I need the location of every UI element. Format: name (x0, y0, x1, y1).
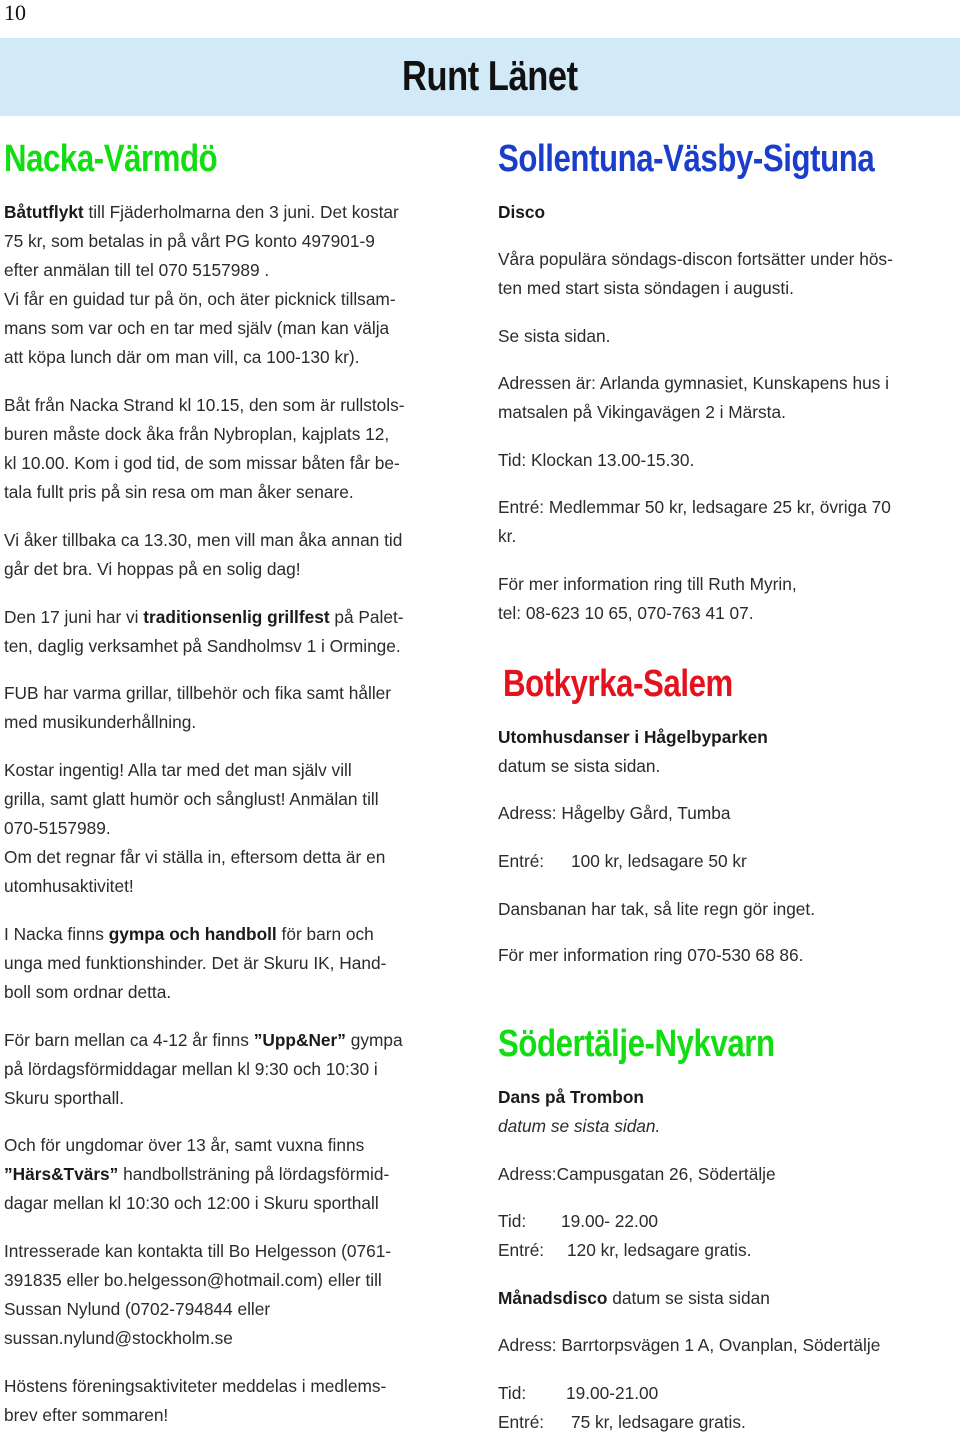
text-line (4, 1160, 389, 1189)
text: datum se sista sidan (607, 1288, 770, 1308)
value: 120 kr, ledsagare gratis. (567, 1240, 752, 1260)
text-line: För mer information ring 070-530 68 86. (498, 945, 804, 965)
bold-text: traditionsenlig grillfest (143, 607, 330, 627)
text-line: tel: 08-623 10 65, 070-763 41 07. (498, 603, 754, 623)
text-line: Om det regnar får vi ställa in, eftersom detta är en (4, 847, 386, 867)
text-line: Se sista sidan. (498, 326, 611, 346)
text-line: Vi får en guidad tur på ön, och äter picknick tillsam- (4, 289, 396, 309)
text-line: att köpa lunch där om man vill, ca 100-130 kr). (4, 347, 360, 367)
text-line (498, 1379, 746, 1408)
paragraph-boat-trip (4, 198, 399, 372)
paragraph-gympa-handboll (4, 920, 386, 1007)
label: Entré: (498, 1240, 545, 1260)
paragraph-return (4, 526, 402, 584)
text-line: Disco (498, 202, 546, 222)
text: på Palet- (329, 607, 404, 627)
bold-text: Månadsdisco (498, 1288, 608, 1308)
text: för barn och (276, 924, 374, 944)
value: 100 kr, ledsagare 50 kr (571, 851, 747, 871)
paragraph-address (498, 799, 730, 828)
text-line: datum se sista sidan. (498, 1116, 661, 1136)
text-line: dagar mellan kl 10:30 och 12:00 i Skuru sporthall (4, 1193, 379, 1213)
paragraph-note (498, 895, 815, 924)
text: handbollsträning på lördagsförmid- (118, 1164, 390, 1184)
paragraph-time (498, 446, 694, 475)
text-line (498, 1236, 751, 1265)
text-line: med musikunderhållning. (4, 712, 197, 732)
page-number: 10 (4, 0, 26, 25)
text-line: 391835 eller bo.helgesson@hotmail.com) eller till (4, 1270, 382, 1290)
paragraph-boat-departure (4, 391, 405, 507)
heading-sodertalje: Södertälje-Nykvarn (498, 1023, 775, 1065)
paragraph-time-entry (498, 1207, 751, 1265)
text-line: Vi åker tillbaka ca 13.30, men vill man åka annan tid (4, 530, 403, 550)
text-line (498, 1207, 751, 1236)
paragraph-trombon (498, 1083, 660, 1141)
text-line: ten, daglig verksamhet på Sandholmsv 1 i Orminge. (4, 636, 401, 656)
text-line: Adress:Campusgatan 26, Södertälje (498, 1164, 776, 1184)
paragraph-autumn (4, 1372, 386, 1430)
paragraph-cost (4, 756, 385, 901)
text-line: För mer information ring till Ruth Myrin, (498, 574, 797, 594)
text-line (4, 1026, 403, 1055)
text: Den 17 juni har vi (4, 607, 144, 627)
paragraph-upp-ner (4, 1026, 403, 1113)
text-line: Höstens föreningsaktiviteter meddelas i medlems- (4, 1376, 387, 1396)
text-line: ten med start sista söndagen i augusti. (498, 278, 794, 298)
text: För barn mellan ca 4-12 år finns (4, 1030, 254, 1050)
paragraph-utomhusdanser (498, 723, 768, 781)
text-line: mans som var och en tar med själv (man kan välja (4, 318, 390, 338)
paragraph-hars-tvars (4, 1131, 389, 1218)
value: 19.00- 22.00 (561, 1211, 659, 1231)
text-line: Våra populära söndags-discon fortsätter under hös- (498, 249, 893, 269)
text-line (4, 198, 399, 227)
text-line (4, 920, 386, 949)
value: 19.00-21.00 (566, 1383, 659, 1403)
paragraph-info (498, 570, 797, 628)
text: till Fjäderholmarna den 3 juni. Det kostar (83, 202, 399, 222)
text-line: sussan.nylund@stockholm.se (4, 1328, 233, 1348)
subheading-disco (498, 198, 545, 227)
text-line: Skuru sporthall. (4, 1088, 125, 1108)
text-line: kl 10.00. Kom i god tid, de som missar båten får be- (4, 453, 400, 473)
text: I Nacka finns (4, 924, 109, 944)
text-line: Utomhusdanser i Hågelbyparken (498, 727, 768, 747)
text-line: Sussan Nylund (0702-794844 eller (4, 1299, 271, 1319)
page-title: Runt Länet (402, 52, 578, 99)
text-line: Båt från Nacka Strand kl 10.15, den som är rullstols- (4, 395, 405, 415)
text-line: boll som ordnar detta. (4, 982, 172, 1002)
text-line: buren måste dock åka från Nybroplan, kajplats 12, (4, 424, 390, 444)
label: Entré: (498, 1412, 545, 1432)
text-line: 75 kr, som betalas in på vårt PG konto 497901-9 (4, 231, 375, 251)
text-line (498, 1408, 746, 1437)
text-line: Adress: Barrtorpsvägen 1 A, Ovanplan, Södertälje (498, 1335, 881, 1355)
text-line: på lördagsförmiddagar mellan kl 9:30 och 10:30 i (4, 1059, 378, 1079)
paragraph-address (498, 1160, 776, 1189)
text-line: Adress: Hågelby Gård, Tumba (498, 803, 731, 823)
text-line: Entré: Medlemmar 50 kr, ledsagare 25 kr, övriga 70 (498, 497, 891, 517)
text-line: Adressen är: Arlanda gymnasiet, Kunskapens hus i (498, 373, 889, 393)
label: Entré: (498, 851, 545, 871)
text-line: Intresserade kan kontakta till Bo Helgesson (0761- (4, 1241, 392, 1261)
text-line: efter anmälan till tel 070 5157989 . (4, 260, 270, 280)
paragraph-entry (498, 493, 891, 551)
text-line (498, 847, 747, 876)
value: 75 kr, ledsagare gratis. (571, 1412, 746, 1432)
text-line: unga med funktionshinder. Det är Skuru IK, Hand- (4, 953, 387, 973)
text-line (4, 603, 404, 632)
bold-text: ”Härs&Tvärs” (4, 1164, 119, 1184)
text-line: Tid: Klockan 13.00-15.30. (498, 450, 695, 470)
text-line: grilla, samt glatt humör och sånglust! Anmälan till (4, 789, 379, 809)
paragraph-address-2 (498, 1331, 880, 1360)
text-line: brev efter sommaren! (4, 1405, 169, 1425)
bold-text: gympa och handboll (108, 924, 277, 944)
paragraph-entry (498, 847, 747, 876)
paragraph-grills (4, 679, 391, 737)
text: gympa (345, 1030, 403, 1050)
paragraph-contact (4, 1237, 391, 1353)
text-line: kr. (498, 526, 517, 546)
label: Tid: (498, 1211, 527, 1231)
heading-nacka-varmdo: Nacka-Värmdö (4, 138, 218, 180)
paragraph-time-entry-2 (498, 1379, 746, 1437)
text-line: tala fullt pris på sin resa om man åker senare. (4, 482, 354, 502)
text-line: Dansbanan har tak, så lite regn gör inget. (498, 899, 816, 919)
paragraph-see-last-page (498, 322, 610, 351)
text-line: går det bra. Vi hoppas på en solig dag! (4, 559, 301, 579)
text-line: Kostar ingentig! Alla tar med det man själv vill (4, 760, 352, 780)
heading-botkyrka: Botkyrka-Salem (503, 663, 733, 705)
paragraph-disco-intro (498, 245, 893, 303)
label: Tid: (498, 1383, 527, 1403)
text-line: Dans på Trombon (498, 1087, 644, 1107)
bold-text: Båtutflykt (4, 202, 84, 222)
paragraph-manadsdisco (498, 1284, 770, 1313)
text-line: matsalen på Vikingavägen 2 i Märsta. (498, 402, 786, 422)
text-line: datum se sista sidan. (498, 756, 661, 776)
bold-text: ”Upp&Ner” (253, 1030, 346, 1050)
text-line: Och för ungdomar över 13 år, samt vuxna finns (4, 1135, 365, 1155)
text-line: 070-5157989. (4, 818, 111, 838)
paragraph-grillfest (4, 603, 404, 661)
text-line: utomhusaktivitet! (4, 876, 134, 896)
text-line (498, 1284, 770, 1313)
text-line: FUB har varma grillar, tillbehör och fika samt håller (4, 683, 392, 703)
heading-sollentuna: Sollentuna-Väsby-Sigtuna (498, 138, 875, 180)
paragraph-info (498, 941, 803, 970)
paragraph-address (498, 369, 889, 427)
